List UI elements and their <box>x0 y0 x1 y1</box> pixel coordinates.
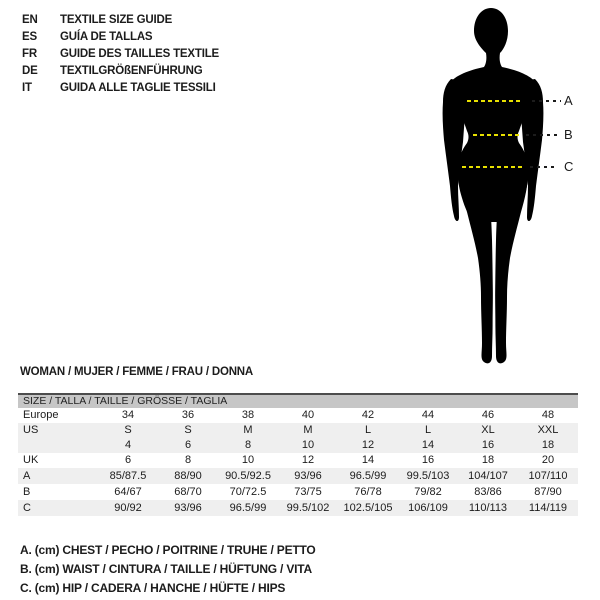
cell: 93/96 <box>294 470 322 482</box>
cell: L <box>424 424 432 436</box>
cell: 102.5/105 <box>343 502 393 514</box>
cell: 79/82 <box>414 486 442 498</box>
size-table-grid <box>18 408 578 516</box>
cell: 110/113 <box>468 502 508 514</box>
cell: 90/92 <box>114 502 142 514</box>
cell: 4 <box>124 439 132 451</box>
cell: 10 <box>241 454 255 466</box>
lang-row-it <box>22 80 219 97</box>
cell: 36 <box>181 409 195 421</box>
cell: 87/90 <box>534 486 562 498</box>
cell: XL <box>481 424 495 436</box>
cell: 38 <box>241 409 255 421</box>
cell: S <box>184 424 192 436</box>
legend-line-hip: C. (cm) HIP / CADERA / HANCHE / HÜFTE / HIPS <box>20 581 286 595</box>
cell: S <box>124 424 132 436</box>
row-label <box>18 438 98 453</box>
table-row-hip-c <box>18 500 578 516</box>
marker-label-waist: B <box>564 127 573 142</box>
cell: 104/107 <box>468 470 508 482</box>
woman-silhouette <box>430 0 600 375</box>
cell: 90.5/92.5 <box>225 470 271 482</box>
cell: 16 <box>481 439 495 451</box>
row-label: B <box>23 486 31 498</box>
row-label: A <box>23 470 31 482</box>
cell: M <box>243 424 253 436</box>
size-table <box>18 393 578 516</box>
cell: 10 <box>301 439 315 451</box>
cell: 64/67 <box>114 486 142 498</box>
lang-code: IT <box>22 82 32 94</box>
table-row-chest-a <box>18 468 578 484</box>
cell: 68/70 <box>174 486 202 498</box>
lang-code: DE <box>22 65 38 77</box>
cell: 12 <box>301 454 315 466</box>
cell: L <box>364 424 372 436</box>
marker-label-chest: A <box>564 93 573 108</box>
lang-code: ES <box>22 31 37 43</box>
cell: 99.5/103 <box>406 470 450 482</box>
cell: 6 <box>124 454 132 466</box>
cell: 18 <box>481 454 495 466</box>
section-title: WOMAN / MUJER / FEMME / FRAU / DONNA <box>20 366 254 378</box>
table-row-uk <box>18 453 578 468</box>
table-row-us-numeric <box>18 438 578 453</box>
cell: 73/75 <box>294 486 322 498</box>
row-label: Europe <box>23 409 59 421</box>
marker-label-hip: C <box>564 159 574 174</box>
legend-line-chest: A. (cm) CHEST / PECHO / POITRINE / TRUHE / PETTO <box>20 543 316 557</box>
table-row-us <box>18 423 578 438</box>
cell: 88/90 <box>174 470 202 482</box>
lang-label: GUIDA ALLE TAGLIE TESSILI <box>60 82 216 94</box>
legend-line-waist: B. (cm) WAIST / CINTURA / TAILLE / HÜFTUNG / VITA <box>20 562 312 576</box>
cell: 48 <box>541 409 555 421</box>
lang-code: EN <box>22 14 38 26</box>
cell: 93/96 <box>174 502 202 514</box>
lang-row-de <box>22 63 219 80</box>
lang-label: GUIDE DES TAILLES TEXTILE <box>60 48 219 60</box>
lang-label: TEXTILGRÖßENFÜHRUNG <box>60 65 203 77</box>
lang-row-en <box>22 12 219 29</box>
lang-row-es <box>22 29 219 46</box>
cell: 83/86 <box>474 486 502 498</box>
silhouette-left-leg <box>460 172 493 363</box>
cell: 14 <box>421 439 435 451</box>
cell: 14 <box>361 454 375 466</box>
cell: 12 <box>361 439 375 451</box>
row-label: UK <box>23 454 39 466</box>
measurement-legend <box>20 541 316 598</box>
cell: 44 <box>421 409 435 421</box>
cell: 70/72.5 <box>229 486 267 498</box>
silhouette-right-leg <box>495 172 528 363</box>
table-row-europe <box>18 408 578 423</box>
cell: 8 <box>244 439 252 451</box>
row-label: US <box>23 424 39 436</box>
cell: M <box>303 424 313 436</box>
lang-code: FR <box>22 48 37 60</box>
size-table-header: SIZE / TALLA / TAILLE / GRÖSSE / TAGLIA <box>18 393 578 408</box>
row-label: C <box>23 502 31 514</box>
table-row-waist-b <box>18 484 578 500</box>
cell: 85/87.5 <box>109 470 147 482</box>
cell: 46 <box>481 409 495 421</box>
cell: 96.5/99 <box>229 502 267 514</box>
cell: 76/78 <box>354 486 382 498</box>
cell: 8 <box>184 454 192 466</box>
lang-label: TEXTILE SIZE GUIDE <box>60 14 173 26</box>
cell: 107/110 <box>528 470 568 482</box>
cell: XXL <box>537 424 559 436</box>
cell: 18 <box>541 439 555 451</box>
cell: 20 <box>541 454 555 466</box>
cell: 42 <box>361 409 375 421</box>
cell: 40 <box>301 409 315 421</box>
cell: 114/119 <box>528 502 568 514</box>
silhouette-left-arm <box>443 79 466 221</box>
cell: 34 <box>121 409 135 421</box>
language-title-block <box>22 12 219 97</box>
lang-label: GUÍA DE TALLAS <box>60 31 153 43</box>
cell: 106/109 <box>408 502 448 514</box>
woman-measurement-figure <box>430 0 600 375</box>
cell: 6 <box>184 439 192 451</box>
cell: 16 <box>421 454 435 466</box>
cell: 96.5/99 <box>349 470 387 482</box>
lang-row-fr <box>22 46 219 63</box>
cell: 99.5/102 <box>286 502 330 514</box>
